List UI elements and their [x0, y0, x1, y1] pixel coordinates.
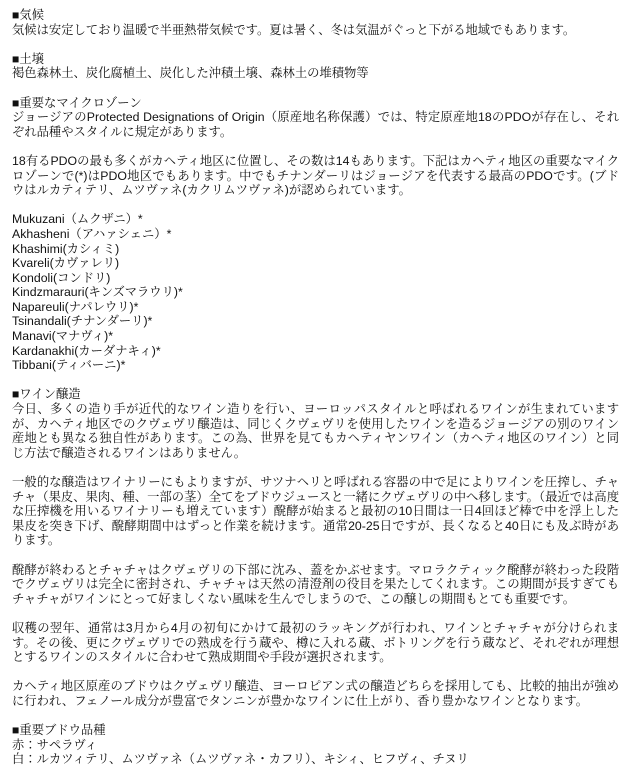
paragraph-soil: 褐色森林土、炭化腐植土、炭化した沖積土壌、森林土の堆積物等 [12, 66, 369, 81]
section-soil [12, 52, 619, 81]
microzone-item: Khashimi(カシィミ) [12, 241, 120, 256]
paragraph-climate: 気候は安定しており温暖で半亜熱帯気候です。夏は暑く、冬は気温がぐっと下がる地域でもあります。 [12, 22, 576, 37]
paragraph-winemaking-fermentation: 醗酵が終わるとチャチャはクヴェヴリの下部に沈み、蓋をかぶせます。マロラクティック醗酵が終わった段階でクヴェヴリは完全に密封され、チャチャは天然の清澄剤の役目を果たしてくれます。この期間が長すぎてもチャチャがワインにとって好ましくない風味を生んでしまうので、この醸しの期間もとても重要です。 [12, 562, 619, 606]
section-heading-microzones: ■重要なマイクロゾーン [12, 95, 142, 110]
microzone-item: Kvareli(カヴァレリ) [12, 256, 120, 271]
paragraph-winemaking-style: カヘティ地区原産のブドウはクヴェヴリ醸造、ヨーロピアン式の醸造どちらを採用しても、比較的抽出が強めに行われ、フェノール成分が豊富でタンニンが豊かなワインに仕上がり、香り豊かなワインとなります。 [12, 679, 619, 708]
paragraph-pdo-kakheti: 18有るPDOの最も多くがカヘティ地区に位置し、その数は14もあります。下記はカヘティ地区の重要なマイクロゾーンで(*)はPDO地区でもあります。中でもチナンダーリはジョージアを代表する最高のPDOです。(ブドウはルカティテリ、ムツヴァネ(カクリムツヴァネ)が認められています。 [12, 153, 619, 198]
section-microzones [12, 96, 619, 373]
paragraph-winemaking-racking: 収穫の翌年、通常は3月から4月の初旬にかけて最初のラッキングが行われ、ワインとチャチャが分けられます。その後、更にクヴェヴリでの熟成を行う蔵や、樽に入れる蔵、ボトリングを行う蔵など、それぞれが理想とするワインのスタイルに合わせて熟成期間や手段が選択されます。 [12, 620, 619, 665]
section-heading-soil: ■土壌 [12, 51, 45, 66]
microzone-item: Napareuli(ナパレウリ)* [12, 299, 139, 314]
paragraph-pdo-intro: ジョージアのProtected Designations of Origin（原産地名称保護）では、特定原産地18のPDOが存在し、それぞれ品種やスタイルに規定があります。 [12, 110, 619, 139]
microzone-item: Tibbani(ティバーニ)* [12, 358, 126, 373]
grape-line-red: 赤：サペラヴィ [12, 737, 98, 752]
microzone-item: Tsinandali(チナンダーリ)* [12, 314, 153, 329]
microzone-item: Kardanakhi(カーダナキィ)* [12, 343, 161, 358]
paragraph-winemaking-modern: 今日、多くの造り手が近代的なワイン造りを行い、ヨーロッパスタイルと呼ばれるワインが生まれていますが、カヘティ地区でのクヴェヴリ醸造は、同じくクヴェヴリを使用したワインを造るジョージアの別のワイン産地とも異なる独自性があります。この為、世界を見てもカヘティヤンワイン（カヘティ地区のワイン）と同じ方法で醸造されるワインはありません。 [12, 402, 619, 460]
section-heading-winemaking: ■ワイン醸造 [12, 387, 81, 402]
microzone-list [12, 212, 619, 373]
section-heading-climate: ■気候 [12, 8, 45, 22]
section-grapes [12, 723, 619, 767]
microzone-item: Kindzmarauri(キンズマラウリ)* [12, 285, 183, 300]
section-climate [12, 8, 619, 37]
microzone-item: Kondoli(コンドリ) [12, 270, 111, 285]
microzone-item: Akhasheni（アハァシェニ）* [12, 226, 172, 241]
section-heading-grapes: ■重要ブドウ品種 [12, 723, 106, 738]
microzone-item: Manavi(マナヴィ)* [12, 329, 114, 344]
microzone-item: Mukuzani（ムクザニ）* [12, 212, 143, 227]
section-winemaking [12, 387, 619, 708]
grape-line-white: 白：ルカツィテリ、ムツヴァネ（ムツヴァネ・カフリ）、キシィ、ヒフヴィ、チヌリ [12, 752, 469, 767]
paragraph-winemaking-process: 一般的な醸造はワイナリーにもよりますが、サツナヘリと呼ばれる容器の中で足によりワインを圧搾し、チャチャ（果皮、果肉、種、一部の茎）全てをブドウジュースと一緒にクヴェヴリの中へ移します。（最近では高度な圧搾機を用いるワイナリーも増えています）醗酵が始まると最初の10日間は一日4回ほど棒で中を浮上した果皮を突き下げ、醗酵期間中はずっと作業を続けます。通常20-25日ですが、長くなると40日にも及ぶ時があります。 [12, 475, 619, 548]
